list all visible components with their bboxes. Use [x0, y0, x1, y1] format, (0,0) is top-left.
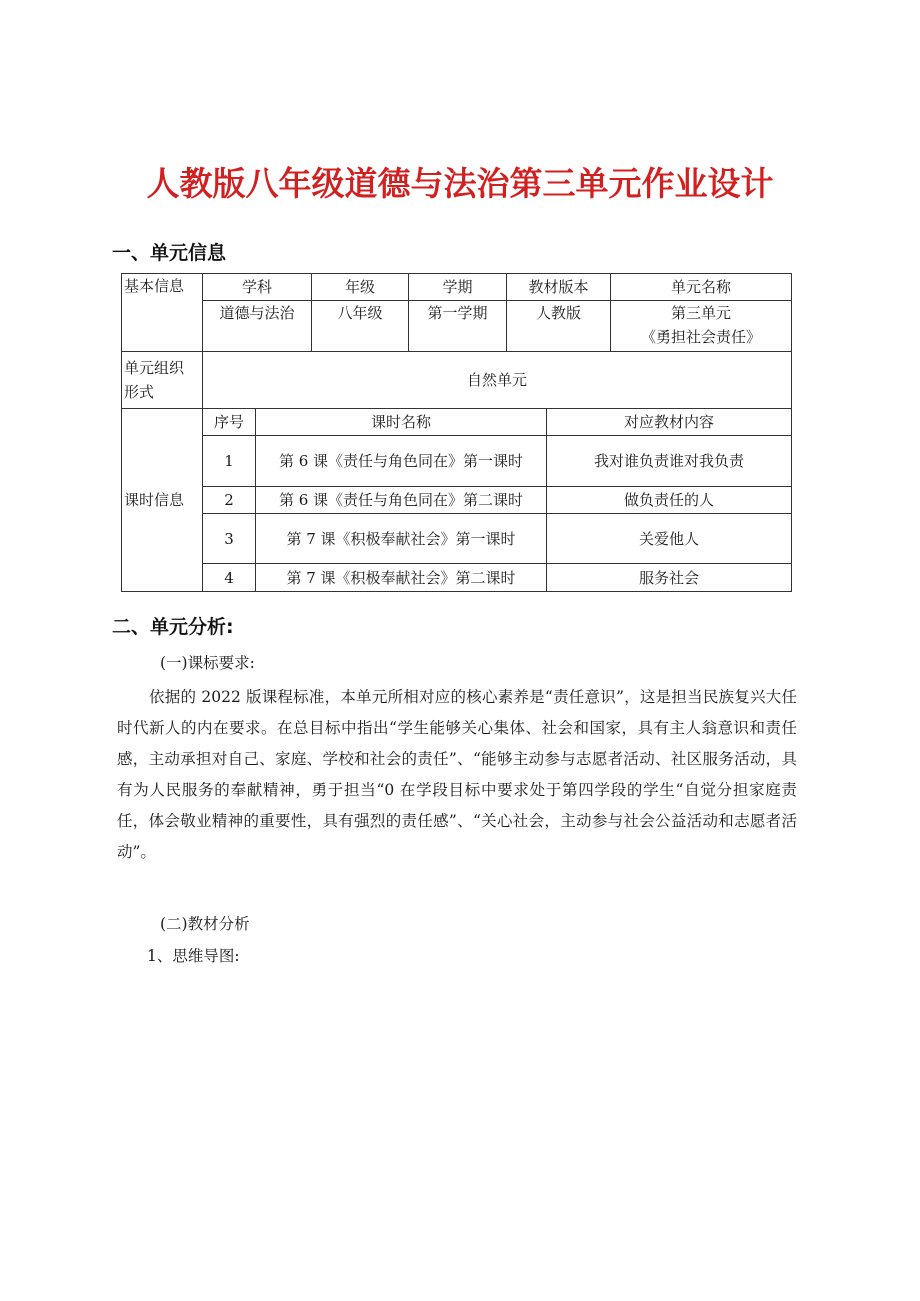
lesson-name: 第 6 课《责任与角色同在》第一课时 [256, 436, 547, 487]
lesson-content: 关爱他人 [547, 514, 792, 564]
value-unit-name [611, 301, 792, 352]
table-row [122, 514, 792, 564]
org-form-value: 自然单元 [203, 352, 792, 409]
lesson-name: 第 6 课《责任与角色同在》第二课时 [256, 487, 547, 514]
table-row [122, 487, 792, 514]
subheading-curriculum-requirements: (一)课标要求: [160, 654, 255, 672]
value-edition: 人教版 [507, 301, 611, 352]
lesson-header-no: 序号 [203, 409, 256, 436]
lesson-no: 4 [203, 564, 256, 592]
unit-name-line2: 《勇担社会责任》 [641, 328, 762, 346]
table-row [122, 301, 792, 352]
header-subject: 学科 [203, 274, 312, 301]
value-term: 第一学期 [409, 301, 507, 352]
value-subject: 道德与法治 [203, 301, 312, 352]
unit-name-line1: 第三单元 [671, 304, 732, 322]
header-unit-name: 单元名称 [611, 274, 792, 301]
table-row [122, 409, 792, 436]
table-row [122, 352, 792, 409]
table-row [122, 564, 792, 592]
org-form-label-line1: 单元组织 [124, 359, 185, 377]
lesson-info-label: 课时信息 [122, 409, 203, 592]
header-edition: 教材版本 [507, 274, 611, 301]
org-form-label-line2: 形式 [124, 383, 155, 401]
lesson-content: 服务社会 [547, 564, 792, 592]
document-title: 人教版八年级道德与法治第三单元作业设计 [146, 164, 774, 203]
curriculum-paragraph: 依据的 2022 版课程标准，本单元所相对应的核心素养是“责任意识”，这是担当民族复兴大任时代新人的内在要求。在总目标中指出“学生能够关心集体、社会和国家，具有主人翁意识和责任感，主动承担对自己、家庭、学校和社会的责任”、“能够主动参与志愿者活动、社区服务活动，具有为人民服务的奉献精神，勇于担当“0 在学段目标中要求处于第四学段的学生“自觉分担家庭责任，体会敬业精神的重要性，具有强烈的责任感”、“关心社会，主动参与社会公益活动和志愿者活动”。 [117, 688, 797, 861]
table-row [122, 436, 792, 487]
lesson-name: 第 7 课《积极奉献社会》第一课时 [256, 514, 547, 564]
lesson-header-name: 课时名称 [256, 409, 547, 436]
lesson-content: 做负责任的人 [547, 487, 792, 514]
header-grade: 年级 [312, 274, 409, 301]
subheading-mind-map: 1、思维导图: [147, 947, 240, 965]
basic-info-label: 基本信息 [122, 274, 203, 352]
unit-info-table [121, 273, 792, 592]
org-form-label [122, 352, 203, 409]
lesson-name: 第 7 课《积极奉献社会》第二课时 [256, 564, 547, 592]
section-heading-unit-info: 一、单元信息 [112, 242, 227, 264]
header-term: 学期 [409, 274, 507, 301]
lesson-header-content: 对应教材内容 [547, 409, 792, 436]
table-row [122, 274, 792, 301]
lesson-no: 2 [203, 487, 256, 514]
lesson-no: 1 [203, 436, 256, 487]
section-heading-unit-analysis: 二、单元分析: [112, 616, 234, 638]
lesson-content: 我对谁负责谁对我负责 [547, 436, 792, 487]
subheading-textbook-analysis: (二)教材分析 [160, 915, 250, 933]
value-grade: 八年级 [312, 301, 409, 352]
lesson-no: 3 [203, 514, 256, 564]
